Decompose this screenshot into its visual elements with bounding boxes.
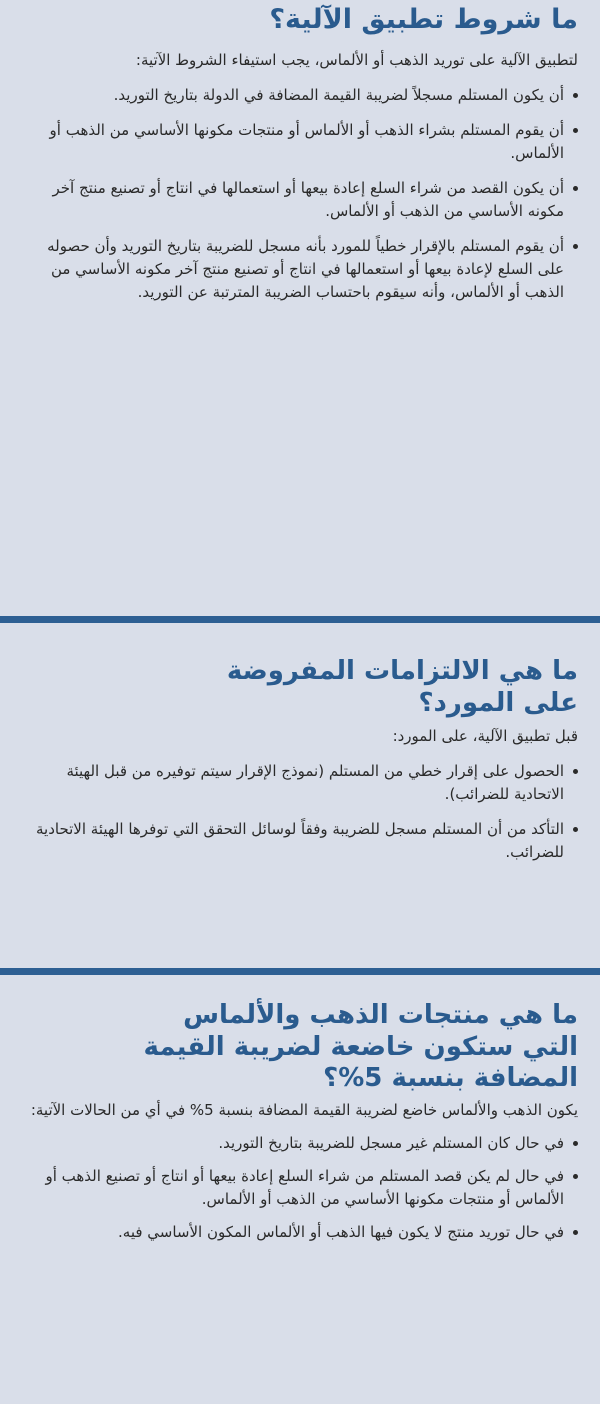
section-title: ما شروط تطبيق الآلية؟ — [269, 4, 578, 35]
bullet-icon — [573, 244, 578, 249]
section-title-line: ما هي الالتزامات المفروضة — [226, 656, 578, 686]
list-item-text: التأكد من أن المستلم مسجل للضريبة وفقاً لوسائل التحقق التي توفرها الهيئة الاتحادية للضرائب. — [35, 820, 564, 862]
list-item — [26, 1132, 578, 1155]
section-title — [26, 1000, 578, 1095]
section-title-line: على المورد؟ — [418, 687, 578, 718]
section-taxable-products — [0, 1000, 600, 1244]
list-item-text: في حال لم يكن قصد المستلم من شراء السلع إعادة بيعها أو انتاج أو تصنيع الذهب أو الألماس أو منتجات مكونها الأساسي من الذهب أو الألماس. — [45, 1167, 564, 1209]
section-title-line: المضافة بنسبة 5%؟ — [323, 1063, 578, 1094]
section-title-line: ما هي منتجات الذهب والألماس — [183, 1000, 578, 1030]
bullet-icon — [573, 769, 578, 774]
section-intro: لتطبيق الآلية على توريد الذهب أو الألماس، يجب استيفاء الشروط الآتية: — [135, 50, 578, 69]
list-item-text: في حال كان المستلم غير مسجل للضريبة بتاريخ التوريد. — [218, 1134, 564, 1153]
list-item-text: أن يقوم المستلم بشراء الذهب أو الألماس أو منتجات مكونها الأساسي من الذهب أو الألماس. — [49, 120, 564, 162]
bullet-icon — [573, 1230, 578, 1235]
bullet-icon — [573, 128, 578, 133]
section-supplier-obligations — [0, 656, 600, 864]
list-item — [26, 119, 578, 165]
section-intro: قبل تطبيق الآلية، على المورد: — [392, 727, 578, 746]
bullet-list — [26, 1132, 578, 1244]
section-intro: يكون الذهب والألماس خاضع لضريبة القيمة المضافة بنسبة 5% في أي من الحالات الآتية: — [30, 1101, 578, 1120]
section-title-line: التي ستكون خاضعة لضريبة القيمة — [143, 1031, 578, 1062]
list-item-text: أن يقوم المستلم بالإقرار خطياً للمورد بأنه مسجل للضريبة بتاريخ التوريد وأن حصوله على السلع لإعادة بيعها أو استعمالها في انتاج أو تصنيع منتج آخر مكونه الأساسي من الذهب أو الألماس، وأنه سيقوم باحتساب الضريبة المترتبة عن التوريد. — [47, 236, 564, 301]
section-title — [26, 656, 578, 719]
list-item — [26, 177, 578, 223]
list-item-text: أن يكون المستلم مسجلاً لضريبة القيمة المضافة في الدولة بتاريخ التوريد. — [113, 85, 564, 104]
list-item — [26, 1165, 578, 1211]
list-item — [26, 84, 578, 107]
section-divider — [0, 616, 600, 623]
bullet-icon — [573, 827, 578, 832]
bullet-icon — [573, 1174, 578, 1179]
list-item — [26, 760, 578, 806]
bullet-list — [26, 84, 578, 304]
list-item — [26, 818, 578, 864]
section-application-conditions — [0, 4, 600, 304]
list-item-text: الحصول على إقرار خطي من المستلم (نموذج الإقرار سيتم توفيره من قبل الهيئة الاتحادية للضرائب). — [66, 762, 564, 804]
list-item — [26, 1221, 578, 1244]
list-item — [26, 235, 578, 304]
bullet-icon — [573, 186, 578, 191]
list-item-text: أن يكون القصد من شراء السلع إعادة بيعها أو استعمالها في انتاج أو تصنيع منتج آخر مكونه الأساسي من الذهب أو الألماس. — [52, 178, 564, 220]
bullet-icon — [573, 1141, 578, 1146]
section-divider — [0, 968, 600, 975]
bullet-icon — [573, 93, 578, 98]
bullet-list — [26, 760, 578, 864]
list-item-text: في حال توريد منتج لا يكون فيها الذهب أو الألماس المكون الأساسي فيه. — [118, 1223, 564, 1242]
